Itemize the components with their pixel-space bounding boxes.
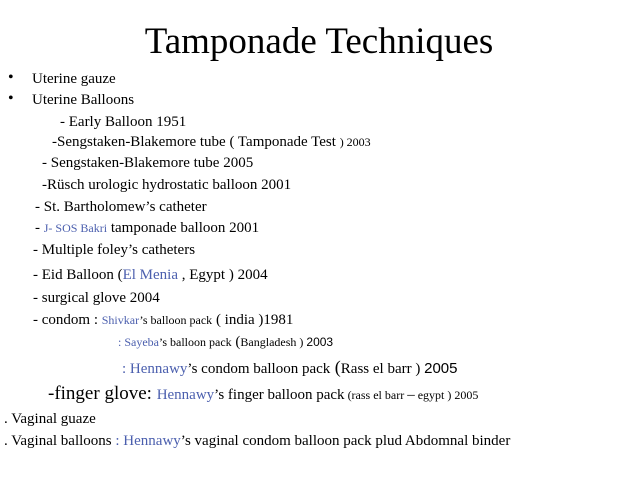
item-text: ’s balloon pack bbox=[159, 335, 232, 349]
item-text: ( bbox=[330, 357, 341, 377]
item-text: -Sengstaken-Blakemore tube ( Tamponade Test bbox=[52, 134, 336, 150]
item-vaginal-guaze: . Vaginal guaze bbox=[4, 411, 96, 427]
item-year: 2003 bbox=[306, 335, 334, 349]
item-text: , Egypt ) bbox=[177, 267, 234, 283]
hennawy-name: Hennawy bbox=[156, 387, 215, 403]
item-sengstaken-tamponade-test bbox=[52, 133, 371, 151]
item-dash: - bbox=[35, 220, 44, 236]
item-text: Rass el barr bbox=[340, 361, 412, 377]
item-text: (rass el barr bbox=[344, 388, 408, 402]
item-text: Bangladesh bbox=[240, 335, 297, 349]
item-text: -finger glove bbox=[48, 383, 147, 404]
item-year: 2005 bbox=[424, 360, 458, 377]
item-sayeba bbox=[118, 333, 333, 351]
item-text: ’s finger balloon pack bbox=[214, 387, 345, 403]
el-menia: El Menia bbox=[122, 267, 178, 283]
item-finger-glove bbox=[48, 385, 478, 404]
item-text: - Eid Balloon ( bbox=[33, 267, 123, 283]
slide-title: Tamponade Techniques bbox=[144, 21, 494, 62]
item-text: – bbox=[407, 387, 415, 403]
item-text: tamponade balloon 2001 bbox=[107, 220, 260, 236]
item-year: ) 2003 bbox=[339, 135, 371, 149]
item-vaginal-balloons bbox=[4, 432, 510, 450]
hennawy-name: : Hennawy bbox=[122, 361, 188, 377]
item-year: 2005 bbox=[451, 388, 479, 402]
item-bakri-balloon bbox=[35, 219, 259, 237]
item-text: ) bbox=[411, 361, 425, 377]
item-eid-balloon bbox=[33, 266, 268, 284]
item-text: ( bbox=[231, 334, 241, 350]
shivkar-name: Shivkar bbox=[101, 313, 140, 327]
hennawy-name: : Hennawy bbox=[115, 433, 181, 449]
item-text: ’s vaginal condom balloon pack plud Abdomnal binder bbox=[180, 433, 511, 449]
bakri-name: J- SOS Bakri bbox=[43, 221, 108, 235]
item-rusch-balloon: -Rüsch urologic hydrostatic balloon 2001 bbox=[42, 177, 292, 193]
bullet-uterine-gauze: Uterine gauze bbox=[32, 71, 116, 87]
item-text: ) bbox=[296, 335, 307, 349]
item-early-balloon: - Early Balloon 1951 bbox=[60, 114, 187, 130]
item-text: : bbox=[146, 383, 157, 404]
item-condom-shivkar bbox=[33, 311, 293, 329]
item-text: - condom : bbox=[33, 312, 102, 328]
item-bartholomew-catheter: - St. Bartholomew’s catheter bbox=[35, 199, 207, 215]
item-multiple-foley: - Multiple foley’s catheters bbox=[33, 242, 196, 258]
bullet-dot-2: • bbox=[8, 90, 14, 107]
item-surgical-glove: - surgical glove 2004 bbox=[33, 290, 160, 306]
bullet-uterine-balloons: Uterine Balloons bbox=[32, 92, 135, 108]
sayeba-name: : Sayeba bbox=[118, 335, 159, 349]
item-text: ’s balloon pack bbox=[139, 313, 213, 327]
item-text: ’s condom balloon pack bbox=[187, 361, 331, 377]
bullet-dot-1: • bbox=[8, 69, 14, 86]
item-sengstaken-2005: - Sengstaken-Blakemore tube 2005 bbox=[42, 155, 254, 171]
item-text: ( india )1981 bbox=[212, 312, 294, 328]
item-year: 2004 bbox=[233, 267, 268, 283]
item-text: egypt ) bbox=[414, 388, 452, 402]
item-text: . Vaginal balloons bbox=[4, 433, 116, 449]
item-hennawy-condom bbox=[122, 358, 457, 378]
